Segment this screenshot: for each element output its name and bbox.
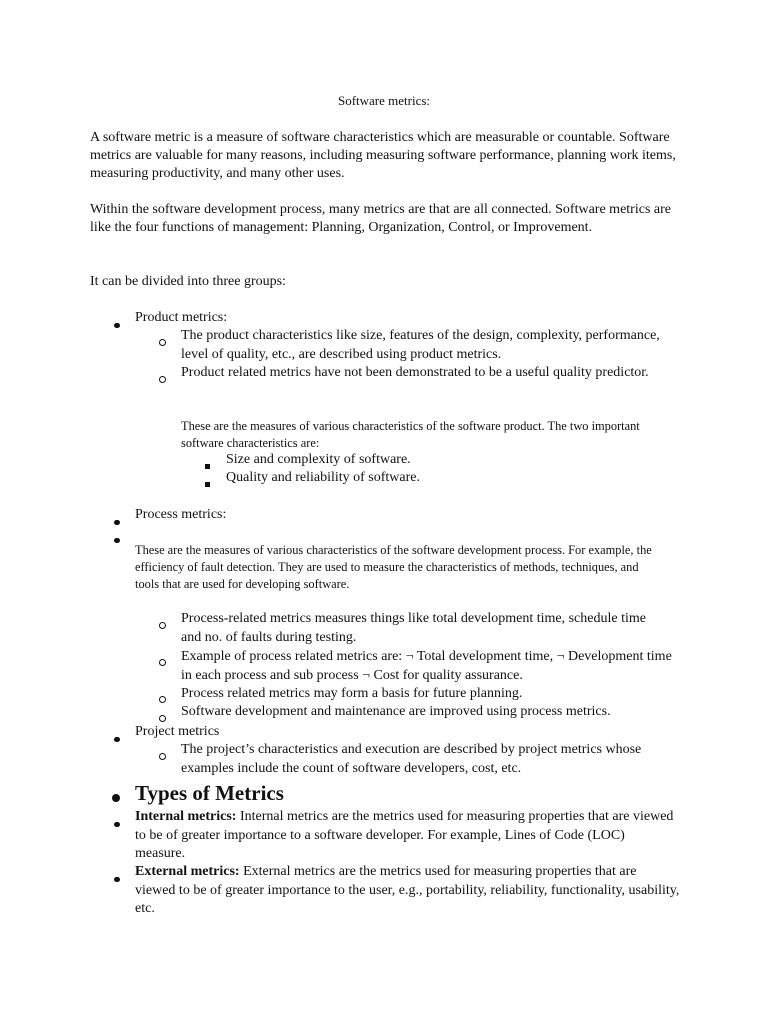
project-sub1-bullet bbox=[159, 748, 166, 764]
process-sub1-bullet bbox=[159, 617, 166, 633]
process-sub3-bullet bbox=[159, 691, 166, 707]
project-metrics-label: Project metrics bbox=[135, 724, 220, 739]
process-sub1-text: Process-related metrics measures things like total development time, schedule time and no. of faults during testing. bbox=[181, 611, 646, 645]
external-metrics-paragraph bbox=[135, 863, 680, 919]
product-item2-bullet bbox=[205, 475, 210, 491]
product-item1-bullet bbox=[205, 457, 210, 473]
process-note: These are the measures of various characteristics of the software development process. For example, the efficiency of fault detection. They are used to measure the characteristics of methods, techniques, and tools that are used for developing software. bbox=[135, 543, 652, 591]
external-bullet bbox=[114, 870, 120, 886]
project-bullet bbox=[114, 730, 120, 746]
document-title: Software metrics: bbox=[337, 93, 431, 108]
process-sub3-text: Process related metrics may form a basis for future planning. bbox=[181, 686, 523, 701]
product-item2: Quality and reliability of software. bbox=[226, 470, 420, 485]
product-sub1-bullet bbox=[159, 334, 166, 350]
product-bullet bbox=[114, 316, 120, 332]
types-bullet bbox=[112, 790, 120, 806]
process-intro-paragraph: Within the software development process, many metrics are that are all connected. Software metrics are like the four functions of management: Planning, Organization, Control, or Improvement. bbox=[90, 202, 671, 236]
product-sub2-bullet bbox=[159, 371, 166, 387]
product-metrics-label: Product metrics: bbox=[135, 310, 228, 325]
process-bullet bbox=[114, 513, 120, 529]
product-sub1-text: The product characteristics like size, features of the design, complexity, performance, level of quality, etc., are described using product metrics. bbox=[181, 328, 660, 362]
process-sub2-text: Example of process related metrics are: ¬ Total development time, ¬ Development time in each process and sub process ¬ Cost for quality assurance. bbox=[181, 649, 672, 683]
project-sub1-text: The project’s characteristics and execution are described by project metrics whose examples include the count of software developers, cost, etc. bbox=[181, 742, 642, 776]
internal-metrics-text: Internal metrics are the metrics used for measuring properties that are viewed to be of greater importance to a software developer. For example, Lines of Code (LOC) measure. bbox=[135, 809, 674, 861]
product-note: These are the measures of various characteristics of the software product. The two important software characteristics are: bbox=[181, 419, 640, 450]
internal-metrics-label: Internal metrics: bbox=[135, 809, 237, 824]
internal-bullet bbox=[114, 815, 120, 831]
product-item1: Size and complexity of software. bbox=[226, 452, 411, 467]
groups-intro-paragraph: It can be divided into three groups: bbox=[90, 274, 286, 289]
product-sub2-text: Product related metrics have not been demonstrated to be a useful quality predictor. bbox=[181, 365, 649, 380]
types-heading: Types of Metrics bbox=[135, 781, 284, 805]
process-sub2-bullet bbox=[159, 654, 166, 670]
process-metrics-label: Process metrics: bbox=[135, 507, 227, 522]
internal-metrics-paragraph bbox=[135, 808, 675, 864]
process-sub4-text: Software development and maintenance are improved using process metrics. bbox=[181, 704, 611, 719]
external-metrics-text: External metrics are the metrics used for measuring properties that are viewed to be of greater importance to the user, e.g., portability, reliability, functionality, usability, etc. bbox=[135, 864, 680, 916]
external-metrics-label: External metrics: bbox=[135, 864, 240, 879]
intro-paragraph: A software metric is a measure of software characteristics which are measurable or countable. Software metrics are valuable for many reasons, including measuring software performance, planning work items, measuring productivity, and many other uses. bbox=[90, 130, 676, 182]
process-empty-bullet bbox=[114, 531, 120, 547]
